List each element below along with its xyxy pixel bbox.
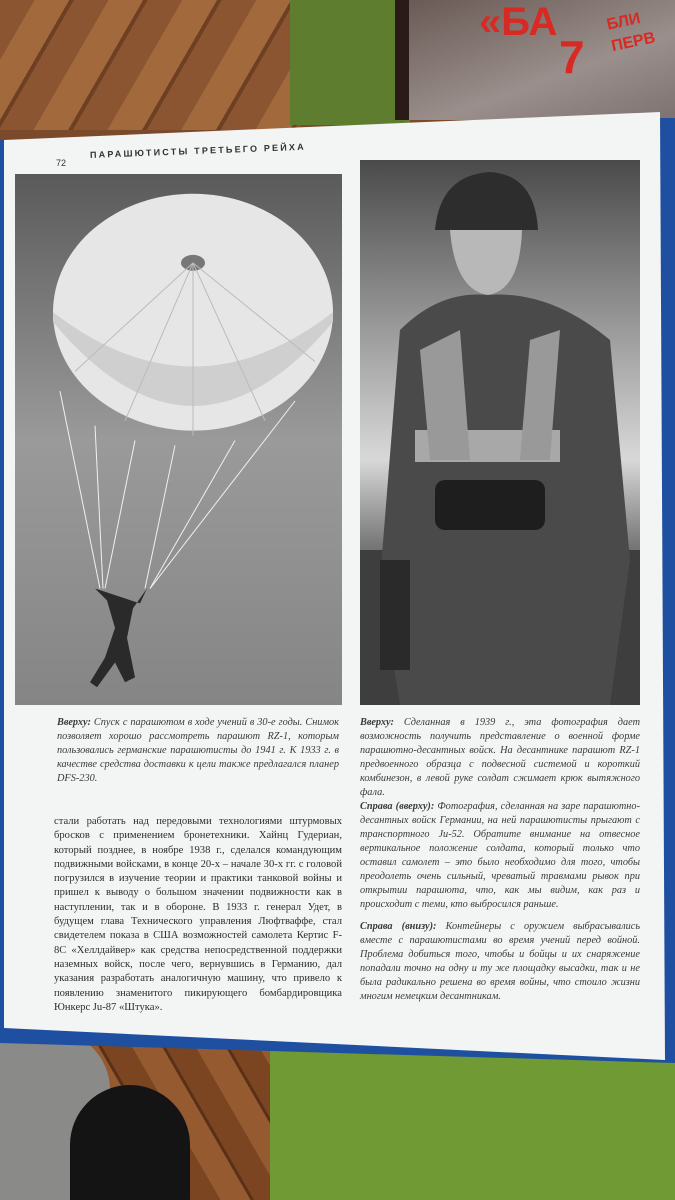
caption-label: Справа (вверху): (360, 801, 435, 812)
caption-right-bottom (360, 920, 640, 1004)
paratrooper-photo (360, 160, 640, 705)
background-book (395, 0, 675, 120)
caption-label: Вверху: (57, 717, 91, 728)
caption-text: Фотография, сделанная на заре парашютно-десантных войск Германии, на ней парашютисты прыгают с транспортного Ju-52. Обратите внимание на отвесное вертикальное положение солдата, который только что оставил самолет – это было необходимо для того, чтобы преодолеть очень сильный, чреватый травмами рывок при открытии парашюта, что, как мы видим, как раз и происходит с теми, кто выбросился раньше. (360, 801, 640, 910)
page-number: 72 (56, 158, 67, 168)
caption-label: Справа (внизу): (360, 921, 437, 932)
body-text: стали работать над передовыми технологиями штурмовых бросков с применением бронетехники. Хайнц Гудериан, который позднее, в ноябре 1938 г., сделался командующим подвижными войсками, в конце 20-х – начале 30-х гг. с головой погрузился в изучение теории и практики танковой войны и пришел к выводу о большом значении подвижности как в наступлении, так и в обороне. В 1933 г. генерал Удет, в будущем глава Технического управления Люфтваффе, стал свидетелем показа в США возможностей самолета Кертис F-8C «Хеллдайвер» как средства непосредственной поддержки наземных войск, после чего, вернувшись в Германию, дал указания разработать аналогичную машину, что привело к появлению знаменитого пикирующего бомбардировщика Юнкерс Ju-87 «Штука». (54, 816, 342, 1013)
caption-text: Сделанная в 1939 г., эта фотография дает возможность получить представление о военной форме парашютно-десантных войск. На десантнике парашют RZ-1 предвоенного образца с подвесной системой и короткий комбинезон, в левой руке солдат сжимает крюк вытяжного фала. (360, 717, 641, 798)
caption-right-middle (360, 800, 640, 912)
caption-right-top (360, 716, 640, 800)
caption-left-top (57, 716, 339, 786)
caption-label: Вверху: (360, 717, 394, 728)
background-book-subtitle: БЛИ ПЕРВ (605, 10, 657, 56)
green-cloth (290, 0, 410, 125)
caption-text: Спуск с парашютом в ходе учений в 30-е годы. Снимок позволяет хорошо рассмотреть парашют RZ-1, которым пользовались германские парашютисты до 1941 г. К 1933 г. в качестве средства доставки к цели также предлагался планер DFS-230. (57, 717, 339, 784)
wooden-floor (0, 0, 300, 130)
parachute-photo (15, 174, 342, 705)
shoe (70, 1085, 190, 1200)
background-book-title: «БА (479, 0, 558, 44)
background-book-number: 7 (559, 31, 585, 83)
running-head: ПАРАШЮТИСТЫ ТРЕТЬЕГО РЕЙХА (89, 141, 307, 160)
caption-text: Контейнеры с оружием выбрасывались вместе с парашютистами во время учений перед войной. Проблема добиться того, чтобы и бойцы и их снаряжение попадали точно на одну и ту же площадку высадки, так и не была радикально решена во время войны, что стоило жизни многим немецким десантникам. (360, 921, 641, 1002)
